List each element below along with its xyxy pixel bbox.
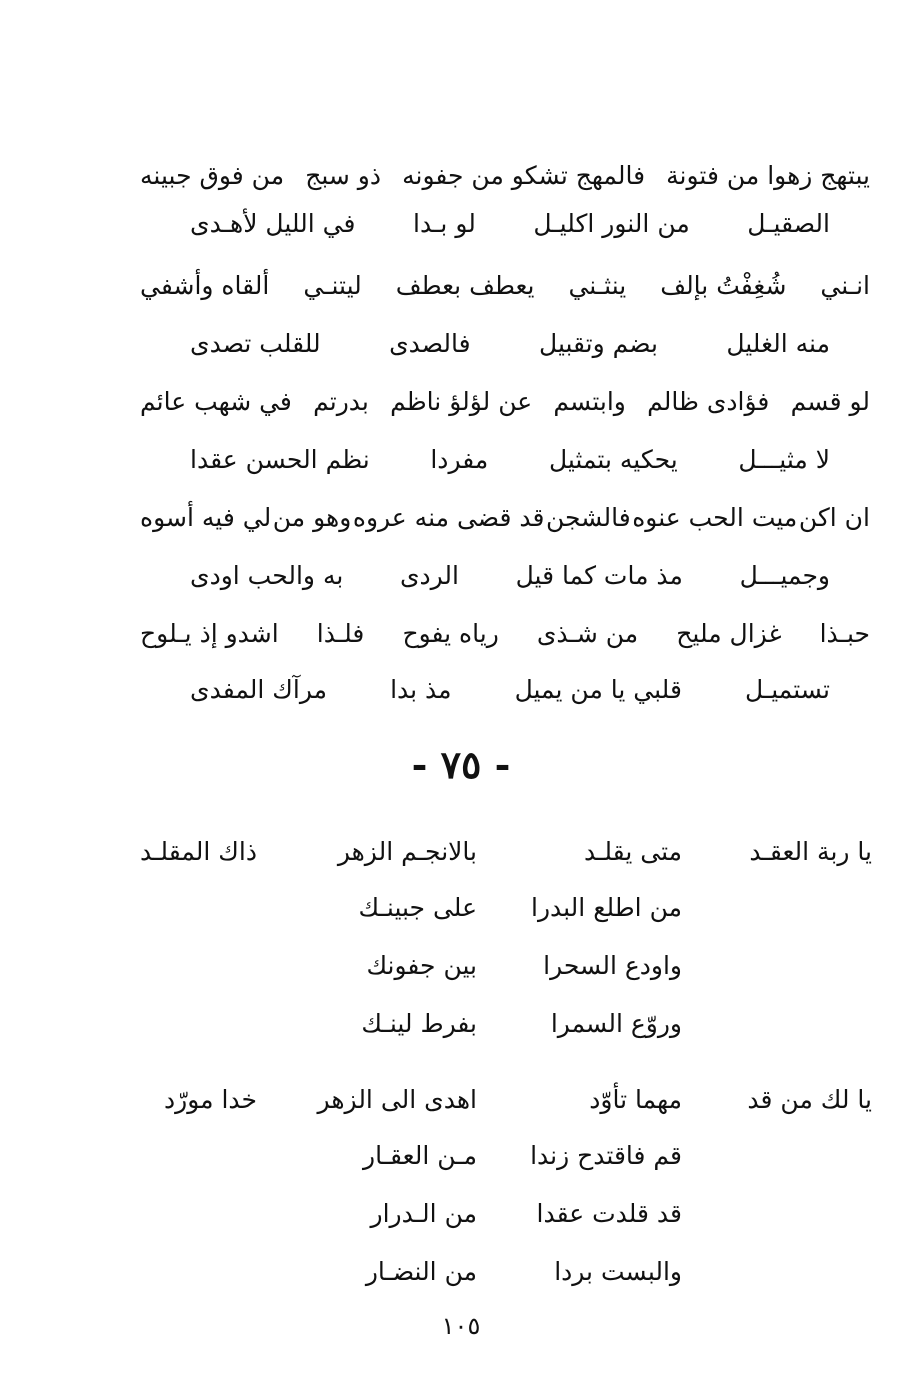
prose-segment: بضم وتقبيل bbox=[539, 328, 658, 358]
prose-line bbox=[140, 258, 870, 312]
verse-cell: يا لك من قد bbox=[747, 1085, 872, 1114]
prose-segment: اشدو إذ يـلوح bbox=[140, 618, 279, 648]
verse-cell: وروّع السمرا bbox=[550, 1009, 682, 1038]
prose-segment: في الليل لأهـدى bbox=[190, 208, 356, 238]
prose-segment: من شـذى bbox=[536, 618, 639, 648]
verse-cell: ذاك المقلـد bbox=[139, 837, 257, 866]
prose-segment: الصقيـل bbox=[747, 208, 830, 238]
prose-segment: في شهب عائم bbox=[140, 386, 292, 416]
prose-segment: يحكيه بتمثيل bbox=[548, 444, 678, 474]
prose-segment: لو قسم bbox=[790, 386, 870, 416]
prose-segment: يبتهج زهوا من فتونة bbox=[666, 160, 870, 190]
verse-cell: متى يقلـد bbox=[583, 837, 682, 866]
verse-cell: مـن العقـار bbox=[363, 1141, 477, 1170]
prose-segment: فلـذا bbox=[316, 618, 365, 648]
prose-segment: عن لؤلؤ ناظم bbox=[390, 386, 533, 416]
prose-segment: رياه يفوح bbox=[402, 618, 499, 648]
verse-cell: يا ربة العقـد bbox=[749, 837, 872, 866]
prose-segment: وابتسم bbox=[553, 386, 626, 416]
prose-line bbox=[190, 316, 830, 370]
prose-segment: يعطف بعطف bbox=[395, 270, 535, 300]
verse-cell: مهما تأوّد bbox=[589, 1085, 682, 1114]
verse-cell: والبست بردا bbox=[554, 1257, 682, 1286]
prose-line bbox=[190, 432, 830, 486]
section-number: - ٧٥ - bbox=[411, 742, 511, 787]
prose-segment: وهو من bbox=[272, 502, 352, 532]
prose-segment: تستميـل bbox=[744, 674, 830, 704]
prose-line bbox=[190, 548, 830, 602]
prose-segment: منه الغليل bbox=[726, 328, 830, 358]
page-number: ١٠٥ bbox=[441, 1312, 481, 1340]
prose-line bbox=[140, 606, 870, 660]
prose-segment: فؤادى ظالم bbox=[647, 386, 770, 416]
verse-cell: بين جفونك bbox=[366, 951, 477, 980]
prose-segment: فالمهج تشكو من جفونه bbox=[402, 160, 646, 190]
prose-line bbox=[190, 196, 830, 250]
prose-segment: ينثـني bbox=[568, 270, 627, 300]
verse-cell: قد قلدت عقدا bbox=[536, 1199, 682, 1228]
verse-cell: اهدى الى الزهر bbox=[317, 1085, 477, 1114]
prose-segment: شُغِفْتُ بإلف bbox=[660, 270, 787, 300]
verse-cell: من النضـار bbox=[365, 1257, 477, 1286]
prose-segment: حبـذا bbox=[819, 618, 870, 648]
prose-segment: مذ مات كما قيل bbox=[515, 560, 683, 590]
prose-segment: من فوق جبينه bbox=[140, 160, 285, 190]
prose-segment: فالشجن bbox=[546, 502, 631, 532]
verse-cell: بفرط لينـك bbox=[361, 1009, 477, 1038]
verse-cell: من اطلع البدرا bbox=[531, 893, 682, 922]
prose-segment: للقلب تصدى bbox=[190, 328, 321, 358]
prose-segment: وجميـــل bbox=[739, 560, 830, 590]
prose-segment: فالصدى bbox=[389, 328, 471, 358]
prose-segment: الردى bbox=[399, 560, 459, 590]
prose-segment: قلبي يا من يميل bbox=[514, 674, 682, 704]
prose-segment: ألقاه وأشفي bbox=[140, 270, 270, 300]
prose-segment: غزال مليح bbox=[676, 618, 782, 648]
prose-line bbox=[140, 374, 870, 428]
prose-segment: به والحب اودى bbox=[190, 560, 344, 590]
verse-cell: على جبينـك bbox=[358, 893, 477, 922]
verse-cell: واودع السحرا bbox=[543, 951, 682, 980]
prose-segment: ان اكن bbox=[798, 502, 870, 532]
prose-segment: مرآك المفدى bbox=[190, 674, 328, 704]
prose-segment: قد قضى منه عروه bbox=[352, 502, 545, 532]
prose-segment: من النور اكليـل bbox=[533, 208, 690, 238]
prose-segment: نظم الحسن عقدا bbox=[190, 444, 370, 474]
verse-cell: قم فاقتدح زندا bbox=[530, 1141, 682, 1170]
verse-cell: من الـدرار bbox=[370, 1199, 477, 1228]
prose-segment: مفردا bbox=[430, 444, 489, 474]
prose-segment: لي فيه أسوه bbox=[140, 502, 272, 532]
prose-segment: ذو سبج bbox=[305, 160, 381, 190]
prose-segment: لا مثيـــل bbox=[738, 444, 830, 474]
prose-line bbox=[140, 490, 870, 544]
prose-segment: ليتنـي bbox=[303, 270, 362, 300]
prose-segment: انـني bbox=[820, 270, 870, 300]
prose-line bbox=[190, 662, 830, 716]
prose-line bbox=[140, 148, 870, 202]
prose-segment: لو بـدا bbox=[413, 208, 476, 238]
prose-segment: ميت الحب عنوه bbox=[632, 502, 798, 532]
verse-cell: خدا مورّد bbox=[164, 1085, 257, 1114]
prose-segment: بدرتم bbox=[313, 386, 369, 416]
verse-cell: بالانجـم الزهر bbox=[337, 837, 477, 866]
prose-segment: مذ بدا bbox=[390, 674, 452, 704]
